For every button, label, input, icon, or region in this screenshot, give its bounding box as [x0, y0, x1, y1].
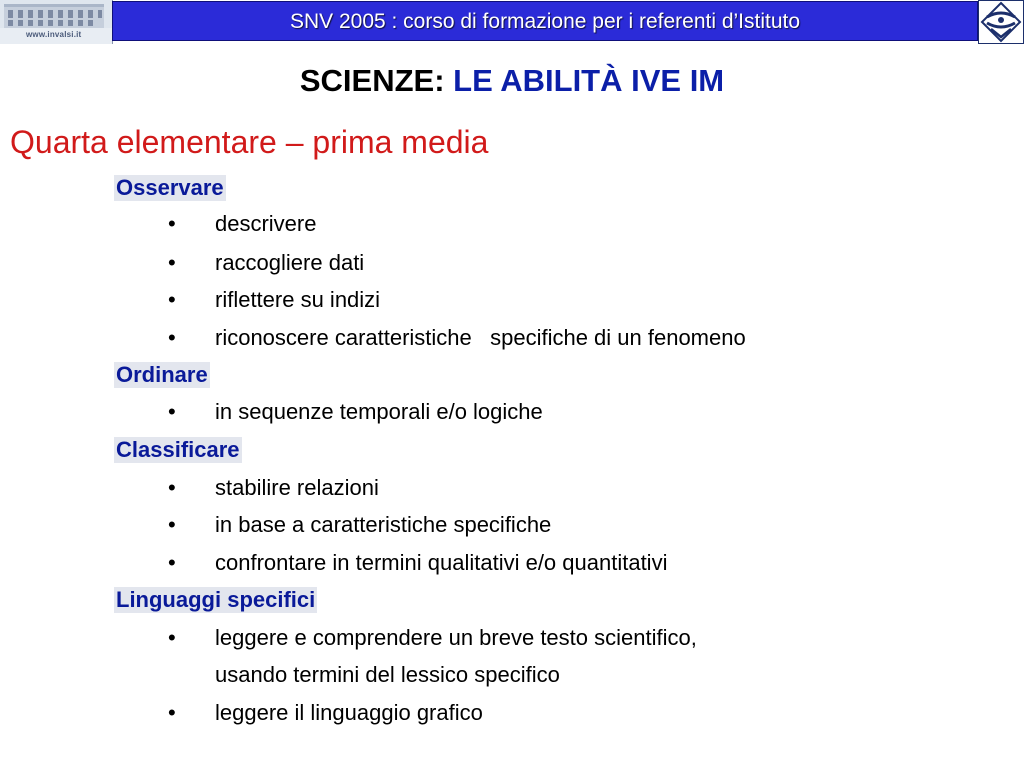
bullet-icon: • [168, 475, 176, 500]
list-item-continuation [0, 660, 1024, 690]
bullet-icon: • [168, 512, 176, 537]
list-item-text: riflettere su indizi [215, 287, 381, 312]
bullet-icon: • [168, 250, 176, 275]
section-heading: Ordinare [116, 362, 208, 387]
bullet-icon: • [168, 550, 176, 575]
list-item [0, 397, 1024, 427]
list-item [0, 623, 1024, 653]
list-item-text: confrontare in termini qualitativi e/o quantitativi [215, 550, 668, 575]
section-heading: Classificare [116, 437, 240, 462]
list-item-text: leggere il linguaggio grafico [215, 700, 483, 725]
bullet-icon: • [168, 325, 176, 350]
bullet-icon: • [168, 700, 176, 725]
section-heading: Osservare [116, 175, 224, 200]
list-item-text: in base a caratteristiche specifiche [215, 512, 552, 537]
list-item-text: raccogliere dati [215, 250, 365, 275]
list-item [0, 209, 1024, 239]
title-subject: SCIENZE: [299, 63, 445, 98]
bullet-icon: • [168, 399, 176, 424]
list-item-text: riconoscere caratteristiche specifiche di un fenomeno [215, 325, 746, 350]
list-item [0, 548, 1024, 578]
list-item [0, 323, 1024, 353]
section-heading: Linguaggi specifici [116, 587, 316, 612]
list-item [0, 473, 1024, 503]
list-item [0, 285, 1024, 315]
title-topic: LE ABILITÀ IVE IM [453, 63, 725, 98]
list-item-text: usando termini del lessico specifico [215, 662, 560, 687]
list-item [0, 698, 1024, 728]
list-item-text: stabilire relazioni [215, 475, 379, 500]
list-item-text: in sequenze temporali e/o logiche [215, 399, 543, 424]
list-item-text: descrivere [215, 211, 317, 236]
bullet-icon: • [168, 625, 176, 650]
bullet-icon: • [168, 211, 176, 236]
list-item [0, 248, 1024, 278]
bullet-icon: • [168, 287, 176, 312]
header-title: SNV 2005 : corso di formazione per i referenti d’Istituto [289, 10, 801, 33]
list-item [0, 510, 1024, 540]
list-item-text: leggere e comprendere un breve testo scientifico, [215, 625, 697, 650]
invalsi-url: www.invalsi.it [26, 30, 82, 39]
subtitle: Quarta elementare – prima media [10, 124, 489, 160]
